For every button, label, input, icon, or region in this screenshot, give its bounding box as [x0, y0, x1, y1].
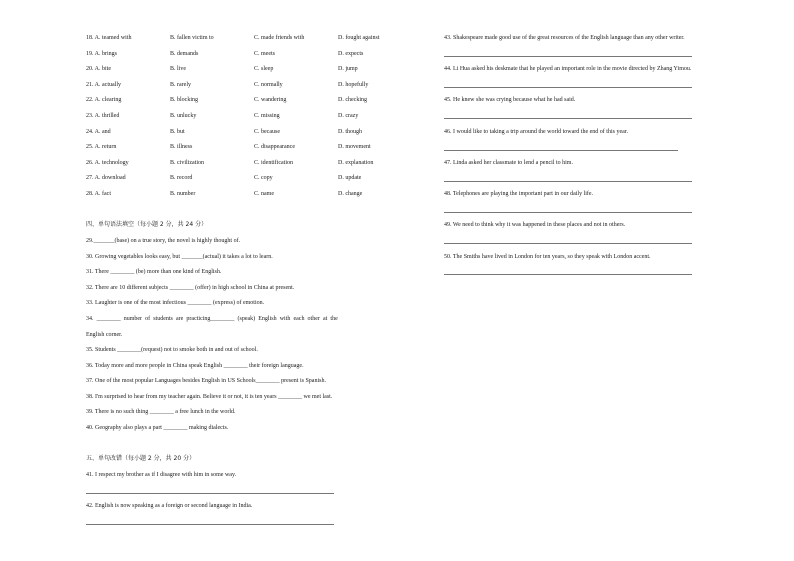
- option-a: A. and: [94, 129, 111, 135]
- question-number: 25.: [86, 144, 94, 150]
- section-heading: 四、单句语法填空（每小题 2 分，共 24 分）: [86, 221, 208, 228]
- answer-line[interactable]: [444, 181, 692, 182]
- option-b: B. blocking: [170, 97, 198, 103]
- answer-line[interactable]: [444, 243, 692, 244]
- option-a: A. actually: [94, 82, 121, 88]
- option-a: A. return: [94, 144, 117, 150]
- option-a: A. bite: [94, 66, 112, 72]
- option-a: A. teamed with: [94, 35, 132, 41]
- question-text: 45. He knew she was crying because what he had said.: [444, 97, 576, 103]
- section-heading: 五、单句改错（每小题 2 分，共 20 分）: [86, 455, 196, 462]
- question-number: 24.: [86, 129, 94, 135]
- option-d: D. update: [338, 175, 362, 181]
- question-number: 21.: [86, 82, 94, 88]
- question-text: 40. Geography also plays a part ________ making dialects.: [86, 425, 229, 431]
- answer-line[interactable]: [444, 118, 692, 119]
- option-c: C. sleep: [254, 66, 274, 72]
- question-text: 37. One of the most popular Languages besides English in US Schools________ present is Spanish.: [86, 378, 326, 384]
- option-a: A. technology: [94, 160, 129, 166]
- answer-line[interactable]: [444, 56, 692, 57]
- option-c: C. normally: [254, 82, 283, 88]
- question-text: 32. There are 10 different subjects ________ (offer) in high school in China at present.: [86, 285, 295, 291]
- option-b: B. fallen victim to: [170, 35, 214, 41]
- option-a: A. download: [94, 175, 126, 181]
- option-d: D. jump: [338, 66, 358, 72]
- question-text: 48. Telephones are playing the important part in our daily life.: [444, 191, 594, 197]
- option-d: D. expects: [338, 51, 364, 57]
- option-b: B. demands: [170, 51, 199, 57]
- question-text-continuation: English corner.: [86, 332, 123, 338]
- question-text: 44. Li Hua asked his deskmate that he played an important role in the movie directed by Zhang Yimou.: [444, 66, 692, 72]
- answer-line[interactable]: [444, 150, 678, 151]
- option-b: B. unlucky: [170, 113, 197, 119]
- question-text: 29._______(base) on a true story, the novel is highly thought of.: [86, 238, 241, 244]
- question-text: 42. English is now speaking as a foreign or second language in India.: [86, 503, 253, 509]
- option-d: D. checking: [338, 97, 367, 103]
- option-b: B. civilization: [170, 160, 204, 166]
- option-d: D. hopefully: [338, 82, 369, 88]
- question-number: 23.: [86, 113, 94, 119]
- question-text: 36. Today more and more people in China speak English ________ their foreign language.: [86, 363, 304, 369]
- question-number: 28.: [86, 191, 94, 197]
- option-a: A. fact: [94, 191, 111, 197]
- answer-line[interactable]: [444, 274, 692, 275]
- option-b: B. number: [170, 191, 196, 197]
- option-a: A. thrilled: [94, 113, 120, 119]
- option-b: B. illness: [170, 144, 193, 150]
- question-text: 49. We need to think why it was happened in these places and not in others.: [444, 222, 626, 228]
- question-text: 31. There ________ (be) more than one kind of English.: [86, 269, 222, 275]
- question-text: 47. Linda asked her classmate to lend a pencil to him.: [444, 160, 573, 166]
- question-number: 18.: [86, 35, 94, 41]
- option-b: B. record: [170, 175, 193, 181]
- answer-line[interactable]: [86, 493, 334, 494]
- option-d: D. crazy: [338, 113, 359, 119]
- option-c: C. copy: [254, 175, 273, 181]
- question-text: 35. Students ________(request) not to smoke both in and out of school.: [86, 347, 258, 353]
- option-d: D. explanation: [338, 160, 374, 166]
- answer-line[interactable]: [444, 212, 692, 213]
- option-b: B. live: [170, 66, 186, 72]
- option-c: C. name: [254, 191, 274, 197]
- question-number: 22.: [86, 97, 94, 103]
- option-b: B. rarely: [170, 82, 191, 88]
- question-text: 43. Shakespeare made good use of the great resources of the English language than any other writer.: [444, 35, 685, 41]
- option-a: A. brings: [94, 51, 118, 57]
- question-number: 19.: [86, 51, 94, 57]
- question-number: 27.: [86, 175, 94, 181]
- question-text: 38. I'm surprised to hear from my teacher again. Believe it or not, it is ten years ________ we met last.: [86, 394, 333, 400]
- question-text: 30. Growing vegetables looks easy, but _______(actual) it takes a lot to learn.: [86, 254, 273, 260]
- option-d: D. change: [338, 191, 363, 197]
- answer-line[interactable]: [86, 524, 334, 525]
- option-d: D. fought against: [338, 35, 380, 41]
- option-c: C. identification: [254, 160, 293, 166]
- option-c: C. meets: [254, 51, 275, 57]
- answer-line[interactable]: [444, 87, 692, 88]
- question-number: 20.: [86, 66, 94, 72]
- question-text: 50. The Smiths have lived in London for ten years, so they speak with London accent.: [444, 254, 651, 260]
- option-c: C. disappearance: [254, 144, 295, 150]
- question-text: 46. I would like to taking a trip around the world toward the end of this year.: [444, 129, 628, 135]
- option-c: C. because: [254, 129, 280, 135]
- option-c: C. wandering: [254, 97, 287, 103]
- question-text: 34. ________ number of students are practicing________ (speak) English with each other at the: [86, 316, 338, 322]
- option-c: C. missing: [254, 113, 280, 119]
- question-text: 39. There is no such thing ________ a free lunch in the world.: [86, 409, 236, 415]
- question-text: 41. I respect my brother as if I disagree with him in some way.: [86, 472, 237, 478]
- question-text: 33. Laughter is one of the most infectious ________ (express) of emotion.: [86, 300, 265, 306]
- option-b: B. but: [170, 129, 185, 135]
- option-d: D. though: [338, 129, 362, 135]
- option-a: A. clearing: [94, 97, 122, 103]
- option-d: D. movement: [338, 144, 371, 150]
- question-number: 26.: [86, 160, 94, 166]
- option-c: C. made friends with: [254, 35, 305, 41]
